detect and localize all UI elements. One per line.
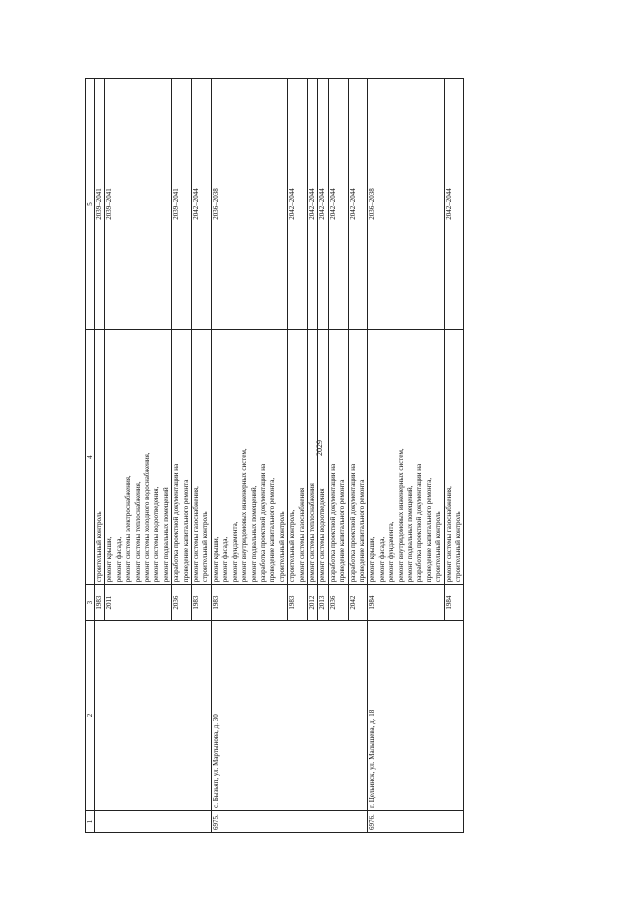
period: 2042–2044 xyxy=(192,79,212,330)
work-item: строительный контроль xyxy=(434,511,443,583)
work-list xyxy=(95,330,105,585)
period: 2039–2041 xyxy=(105,79,172,330)
header-col-4: 4 xyxy=(86,330,95,585)
work-item: разработка проектной документации на xyxy=(415,463,424,583)
row-number: 6975. xyxy=(211,810,368,832)
row-number: 6976. xyxy=(368,810,464,832)
work-list xyxy=(211,330,287,585)
page-number: 2029 xyxy=(315,440,324,456)
table-body xyxy=(95,79,464,833)
row-number xyxy=(95,810,212,832)
header-col-1: 1 xyxy=(86,810,95,832)
work-item: ремонт фасада, xyxy=(221,536,230,583)
work-item: ремонт системы теплоснабжения xyxy=(307,483,316,583)
year: 2042 xyxy=(348,585,368,621)
work-list xyxy=(318,330,328,585)
period: 2039–2041 xyxy=(172,79,192,330)
period: 2042–2044 xyxy=(318,79,328,330)
year: 2013 xyxy=(318,585,328,621)
period: 2042–2044 xyxy=(307,79,317,330)
table-row xyxy=(95,79,105,833)
work-item: проведение капитального ремонта xyxy=(357,479,366,583)
year: 2036 xyxy=(328,585,348,621)
year: 1984 xyxy=(444,585,464,621)
table-row xyxy=(368,79,444,833)
work-list xyxy=(368,330,444,585)
work-item: разработка проектной документации на xyxy=(328,463,337,583)
work-item: проведение капитального ремонта, xyxy=(268,477,277,583)
work-item: ремонт внутридомовых инженерных систем, xyxy=(396,448,405,583)
work-list xyxy=(307,330,317,585)
year: 2011 xyxy=(105,585,172,621)
work-list xyxy=(348,330,368,585)
work-item: строительный контроль xyxy=(95,511,103,583)
address: г. Цельинск, ул. Малышева, д. 18 xyxy=(368,621,464,811)
table-row xyxy=(211,79,287,833)
period: 2039–2041 xyxy=(95,79,105,330)
period: 2036–2038 xyxy=(368,79,444,330)
work-item: ремонт фасада, xyxy=(377,536,386,583)
work-item: проведение капитального ремонта xyxy=(338,479,347,583)
work-item: разработка проектной документации на xyxy=(348,463,357,583)
work-list xyxy=(105,330,172,585)
year: 1984 xyxy=(368,585,444,621)
year: 2036 xyxy=(172,585,192,621)
period: 2036–2038 xyxy=(211,79,287,330)
work-item: разработка проектной документации на xyxy=(172,463,181,583)
work-item: строительный контроль, xyxy=(288,509,297,583)
work-item: ремонт системы газоснабжения xyxy=(297,487,306,583)
work-item: ремонт системы водоотведения, xyxy=(152,486,161,583)
work-list xyxy=(288,330,308,585)
work-item: ремонт системы теплоснабжения, xyxy=(133,481,142,583)
year: 1983 xyxy=(192,585,212,621)
header-col-5: 5 xyxy=(86,79,95,330)
work-list xyxy=(328,330,348,585)
work-item: ремонт подвальных помещений, xyxy=(406,485,414,583)
work-item: ремонт крыши, xyxy=(211,536,220,583)
work-item: ремонт крыши, xyxy=(105,536,114,583)
work-list xyxy=(172,330,192,585)
address xyxy=(95,621,212,811)
work-item: ремонт крыши, xyxy=(368,536,377,583)
work-item: ремонт внутридомовых инженерных систем, xyxy=(240,448,249,583)
work-list xyxy=(444,330,464,585)
work-item: ремонт системы газоснабжения, xyxy=(444,486,453,583)
work-item: строительный контроль xyxy=(454,511,463,583)
header-col-2: 2 xyxy=(86,621,95,811)
period: 2042–2044 xyxy=(288,79,308,330)
work-item: ремонт системы водоотведения xyxy=(318,488,327,583)
year: 2012 xyxy=(307,585,317,621)
year: 1983 xyxy=(95,585,105,621)
work-item: ремонт фундамента, xyxy=(387,521,396,583)
year: 1983 xyxy=(211,585,287,621)
work-item: разработка проектной документации на xyxy=(258,463,267,583)
rotated-table-sheet xyxy=(85,78,635,833)
address: с. Бызьяп, ул. Мартынова, д. 30 xyxy=(211,621,368,811)
work-item: ремонт подвальных помещений, xyxy=(249,485,258,583)
work-item: ремонт фасада, xyxy=(114,536,123,583)
work-item: ремонт фундамента, xyxy=(230,521,239,583)
work-item: ремонт системы газоснабжения, xyxy=(192,486,201,583)
work-item: проведение капитального ремонта xyxy=(181,479,190,583)
work-item: строительный контроль xyxy=(277,511,286,583)
work-item: ремонт системы холодного водоснабжения, xyxy=(143,452,152,583)
work-item: ремонт системы электроснабжения, xyxy=(124,475,133,583)
header-col-3: 3 xyxy=(86,585,95,621)
period: 2042–2044 xyxy=(348,79,368,330)
work-item: строительный контроль xyxy=(201,511,210,583)
work-item: ремонт подвальных помещений xyxy=(161,487,170,583)
work-item: проведение капитального ремонта, xyxy=(424,477,433,583)
year: 1983 xyxy=(288,585,308,621)
period: 2042–2044 xyxy=(444,79,464,330)
header-row xyxy=(86,79,95,833)
work-list xyxy=(192,330,212,585)
period: 2042–2044 xyxy=(328,79,348,330)
repair-schedule-table xyxy=(85,78,464,833)
